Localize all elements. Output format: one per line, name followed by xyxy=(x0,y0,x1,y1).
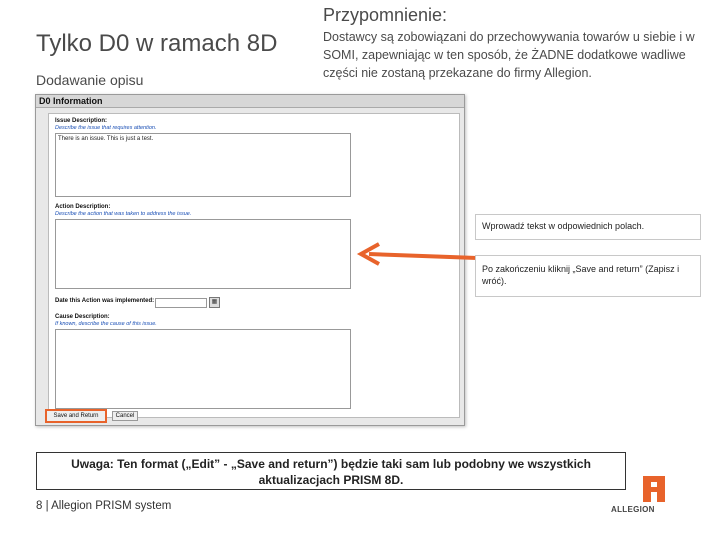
panel-header xyxy=(36,95,464,108)
instruction-step-2: Po zakończeniu kliknij „Save and return” (Zapisz i wróć). xyxy=(475,255,701,297)
calendar-icon[interactable]: ▦ xyxy=(209,297,220,308)
callout-arrow xyxy=(355,238,480,273)
cause-description-label: Cause Description: xyxy=(55,314,110,320)
note-box: Uwaga: Ten format („Edit” - „Save and return”) będzie taki sam lub podobny we wszystkich aktualizacjach PRISM 8D. xyxy=(36,452,626,490)
reminder-text: Dostawcy są zobowiązani do przechowywania towarów u siebie i w SOMI, zapewniając w ten sposób, że ŻADNE dodatkowe wadliwe części nie zostaną przekazane do firmy Allegion. xyxy=(323,30,695,80)
cause-description-hint: If known, describe the cause of this issue. xyxy=(55,321,157,327)
slide-subtitle: Dodawanie opisu xyxy=(36,72,144,88)
slide-title: Tylko D0 w ramach 8D xyxy=(36,30,278,57)
footer-text: 8 | Allegion PRISM system xyxy=(36,500,172,512)
date-implemented-label: Date this Action was implemented: xyxy=(55,298,155,304)
action-description-textarea[interactable] xyxy=(55,219,351,289)
panel-header-title: D0 Information xyxy=(39,96,103,106)
instruction-step-1: Wprowadź tekst w odpowiednich polach. xyxy=(475,214,701,240)
issue-description-hint: Describe the issue that requires attention. xyxy=(55,125,157,131)
issue-description-label: Issue Description: xyxy=(55,118,108,124)
cancel-button[interactable]: Cancel xyxy=(112,411,138,421)
cause-description-textarea[interactable] xyxy=(55,329,351,409)
issue-description-textarea[interactable]: There is an issue. This is just a test. xyxy=(55,133,351,197)
action-description-label: Action Description: xyxy=(55,204,111,210)
date-implemented-input[interactable] xyxy=(155,298,207,308)
reminder-heading: Przypomnienie: xyxy=(323,5,448,25)
save-and-return-button[interactable]: Save and Return xyxy=(45,409,107,423)
brand-name: ALLEGION xyxy=(611,505,655,514)
action-description-hint: Describe the action that was taken to address the issue. xyxy=(55,211,192,217)
